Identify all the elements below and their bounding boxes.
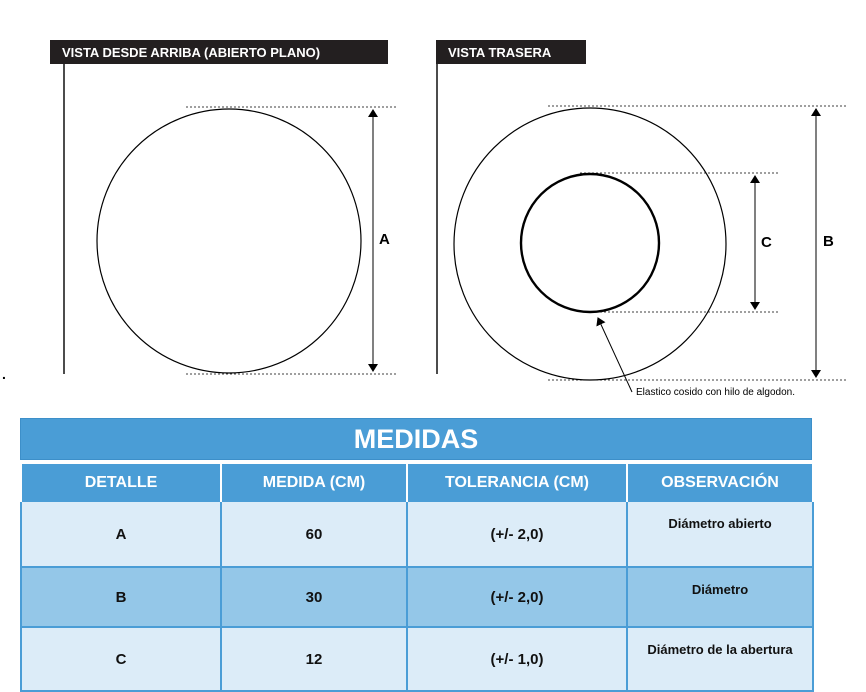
back-view-label-text: VISTA TRASERA: [448, 44, 552, 60]
cell-detalle: B: [21, 567, 221, 627]
top-view-label-text: VISTA DESDE ARRIBA (ABIERTO PLANO): [62, 44, 321, 60]
elastic-note: Elastico cosido con hilo de algodon.: [636, 387, 795, 398]
cell-observacion: Diámetro: [627, 567, 813, 627]
table-header-row: [21, 465, 813, 501]
measurements-table: [20, 464, 814, 692]
dim-c-label: C: [761, 234, 772, 251]
header-detalle: DETALLE: [21, 465, 221, 501]
cell-medida: 30: [221, 567, 407, 627]
stray-dot: .: [2, 366, 6, 382]
back-view-opening-circle: [521, 174, 659, 312]
cell-tolerancia: (+/- 2,0): [407, 501, 627, 567]
cell-medida: 60: [221, 501, 407, 567]
back-view-outer-circle: [454, 108, 726, 380]
table-row: [21, 627, 813, 691]
header-observacion: OBSERVACIÓN: [627, 465, 813, 501]
header-medida: MEDIDA (CM): [221, 465, 407, 501]
table-row: [21, 567, 813, 627]
cell-detalle: A: [21, 501, 221, 567]
top-view-circle: [97, 109, 361, 373]
cell-observacion: Diámetro abierto: [627, 501, 813, 567]
header-tolerancia: TOLERANCIA (CM): [407, 465, 627, 501]
measurements-table-wrap: [20, 418, 812, 692]
cell-tolerancia: (+/- 2,0): [407, 567, 627, 627]
table-row: [21, 501, 813, 567]
table-title: MEDIDAS: [20, 418, 812, 460]
cell-observacion: Diámetro de la abertura: [627, 627, 813, 691]
note-leader-line: [598, 318, 632, 392]
cell-medida: 12: [221, 627, 407, 691]
dim-b-label: B: [823, 233, 834, 250]
cell-detalle: C: [21, 627, 221, 691]
dim-a-label: A: [379, 231, 390, 248]
cell-tolerancia: (+/- 1,0): [407, 627, 627, 691]
